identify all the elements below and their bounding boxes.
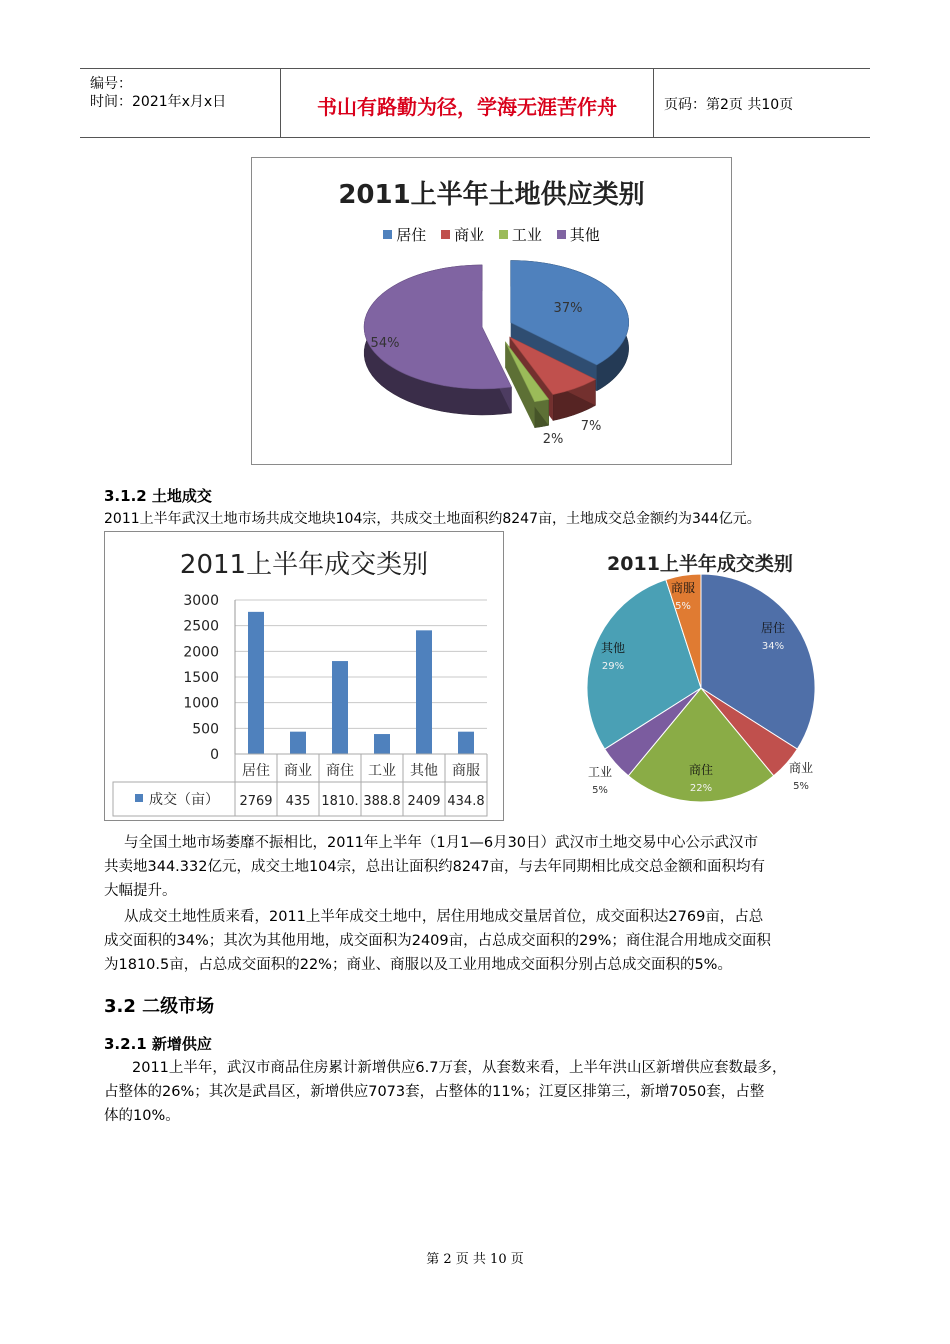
y-tick-label: 2500 <box>183 618 219 635</box>
section-heading-312: 3.1.2 土地成交 <box>104 487 212 505</box>
pie-percent-label: 22% <box>689 783 713 794</box>
series-label: 成交（亩） <box>149 792 219 808</box>
bar <box>374 734 390 754</box>
paragraph-line: 占整体的26%；其次是武昌区，新增供应7073套，占整体的11%；江夏区排第三，新增7050套，占整 <box>104 1084 765 1100</box>
bar-canvas <box>105 532 503 820</box>
bar <box>332 661 348 754</box>
deal-pie-chart <box>545 574 875 814</box>
pie-category-label: 居住 <box>760 621 786 635</box>
page-label: 页码：第2页 共10页 <box>664 97 794 113</box>
pie-category-label: 工业 <box>587 765 613 779</box>
header-meta-cell <box>80 69 281 137</box>
legend-label: 商业 <box>454 226 485 244</box>
paragraph-line: 大幅提升。 <box>104 883 177 899</box>
pie-percent-label: 5% <box>675 601 691 612</box>
paragraph-line: 成交面积的34%；其次为其他用地，成交面积为2409亩，占总成交面积的29%；商住混合用地成交面积 <box>104 933 771 949</box>
time-label: 时间：2021年x月x日 <box>90 94 227 110</box>
y-tick-label: 3000 <box>183 593 219 609</box>
y-tick-label: 2000 <box>183 644 219 661</box>
pie-data-label: 54% <box>370 336 400 351</box>
pie-data-label: 37% <box>553 301 583 316</box>
motto: 书山有路勤为径，学海无涯苦作舟 <box>317 95 617 119</box>
x-category-label: 商住 <box>326 763 354 779</box>
paragraph-line: 从成交土地性质来看，2011上半年成交土地中，居住用地成交量居首位，成交面积达2769亩，占总 <box>124 909 764 925</box>
paragraph-line: 2011上半年，武汉市商品住房累计新增供应6.7万套，从套数来看，上半年洪山区新增供应套数最多， <box>132 1060 787 1076</box>
page-footer: 第 2 页 共 10 页 <box>426 1252 524 1267</box>
number-label: 编号： <box>90 76 132 92</box>
x-category-label: 其他 <box>410 763 438 779</box>
pie-percent-label: 29% <box>601 661 625 672</box>
y-tick-label: 1000 <box>183 695 219 712</box>
section-312-paragraph: 2011上半年武汉土地市场共成交地块104宗，共成交土地面积约8247亩，土地成交总金额约为344亿元。 <box>104 511 761 527</box>
paragraph-line: 体的10%。 <box>104 1108 180 1124</box>
pie-data-label: 7% <box>580 419 602 434</box>
legend-label: 居住 <box>396 226 427 244</box>
pie-data-label: 2% <box>542 432 564 447</box>
table-value: 1810. <box>321 794 359 809</box>
table-value: 2409 <box>407 794 441 809</box>
table-value: 435 <box>285 794 311 809</box>
pie-category-label: 商业 <box>788 761 814 775</box>
x-category-label: 商业 <box>284 763 312 779</box>
y-tick-label: 500 <box>192 721 219 738</box>
x-category-label: 商服 <box>452 763 480 779</box>
document-header <box>80 68 870 138</box>
bar <box>290 732 306 754</box>
header-page-cell <box>654 69 870 137</box>
pie-percent-label: 5% <box>793 781 809 792</box>
bar <box>248 612 264 754</box>
bar <box>458 732 474 754</box>
deal-pie-title: 2011上半年成交类别 <box>607 553 793 575</box>
pie-percent-label: 34% <box>761 641 785 652</box>
paragraph-line: 与全国土地市场萎靡不振相比，2011年上半年（1月1—6月30日）武汉市土地交易中心公示武汉市 <box>124 835 759 851</box>
deal-bar-chart <box>104 531 504 821</box>
supply-pie-chart <box>251 157 732 465</box>
bar <box>416 630 432 754</box>
pie-category-label: 商住 <box>688 763 714 777</box>
legend-label: 工业 <box>511 226 542 244</box>
table-value: 434.8 <box>447 794 485 809</box>
x-category-label: 工业 <box>368 763 396 779</box>
legend-label: 其他 <box>569 226 600 244</box>
section-heading-321: 3.2.1 新增供应 <box>104 1035 212 1053</box>
pie-percent-label: 5% <box>592 785 608 796</box>
paragraph-line: 共卖地344.332亿元，成交土地104宗，总出让面积约8247亩，与去年同期相比成交总金额和面积均有 <box>104 859 766 875</box>
header-motto-cell <box>281 69 654 137</box>
pie-category-label: 其他 <box>600 641 626 655</box>
pie1-canvas <box>252 158 731 464</box>
chart-title: 2011上半年土地供应类别 <box>338 180 645 210</box>
section-heading-32: 3.2 二级市场 <box>104 996 215 1017</box>
table-value: 2769 <box>239 794 273 809</box>
paragraph-line: 为1810.5亩，占总成交面积的22%；商业、商服以及工业用地成交面积分别占总成交面积的5%。 <box>104 957 732 973</box>
x-category-label: 居住 <box>242 763 270 779</box>
y-tick-label: 0 <box>210 747 219 763</box>
legend-swatch <box>135 794 143 802</box>
pie-category-label: 商服 <box>670 581 696 595</box>
table-value: 388.8 <box>363 794 401 809</box>
chart-title: 2011上半年成交类别 <box>179 550 429 580</box>
y-tick-label: 1500 <box>183 670 219 686</box>
